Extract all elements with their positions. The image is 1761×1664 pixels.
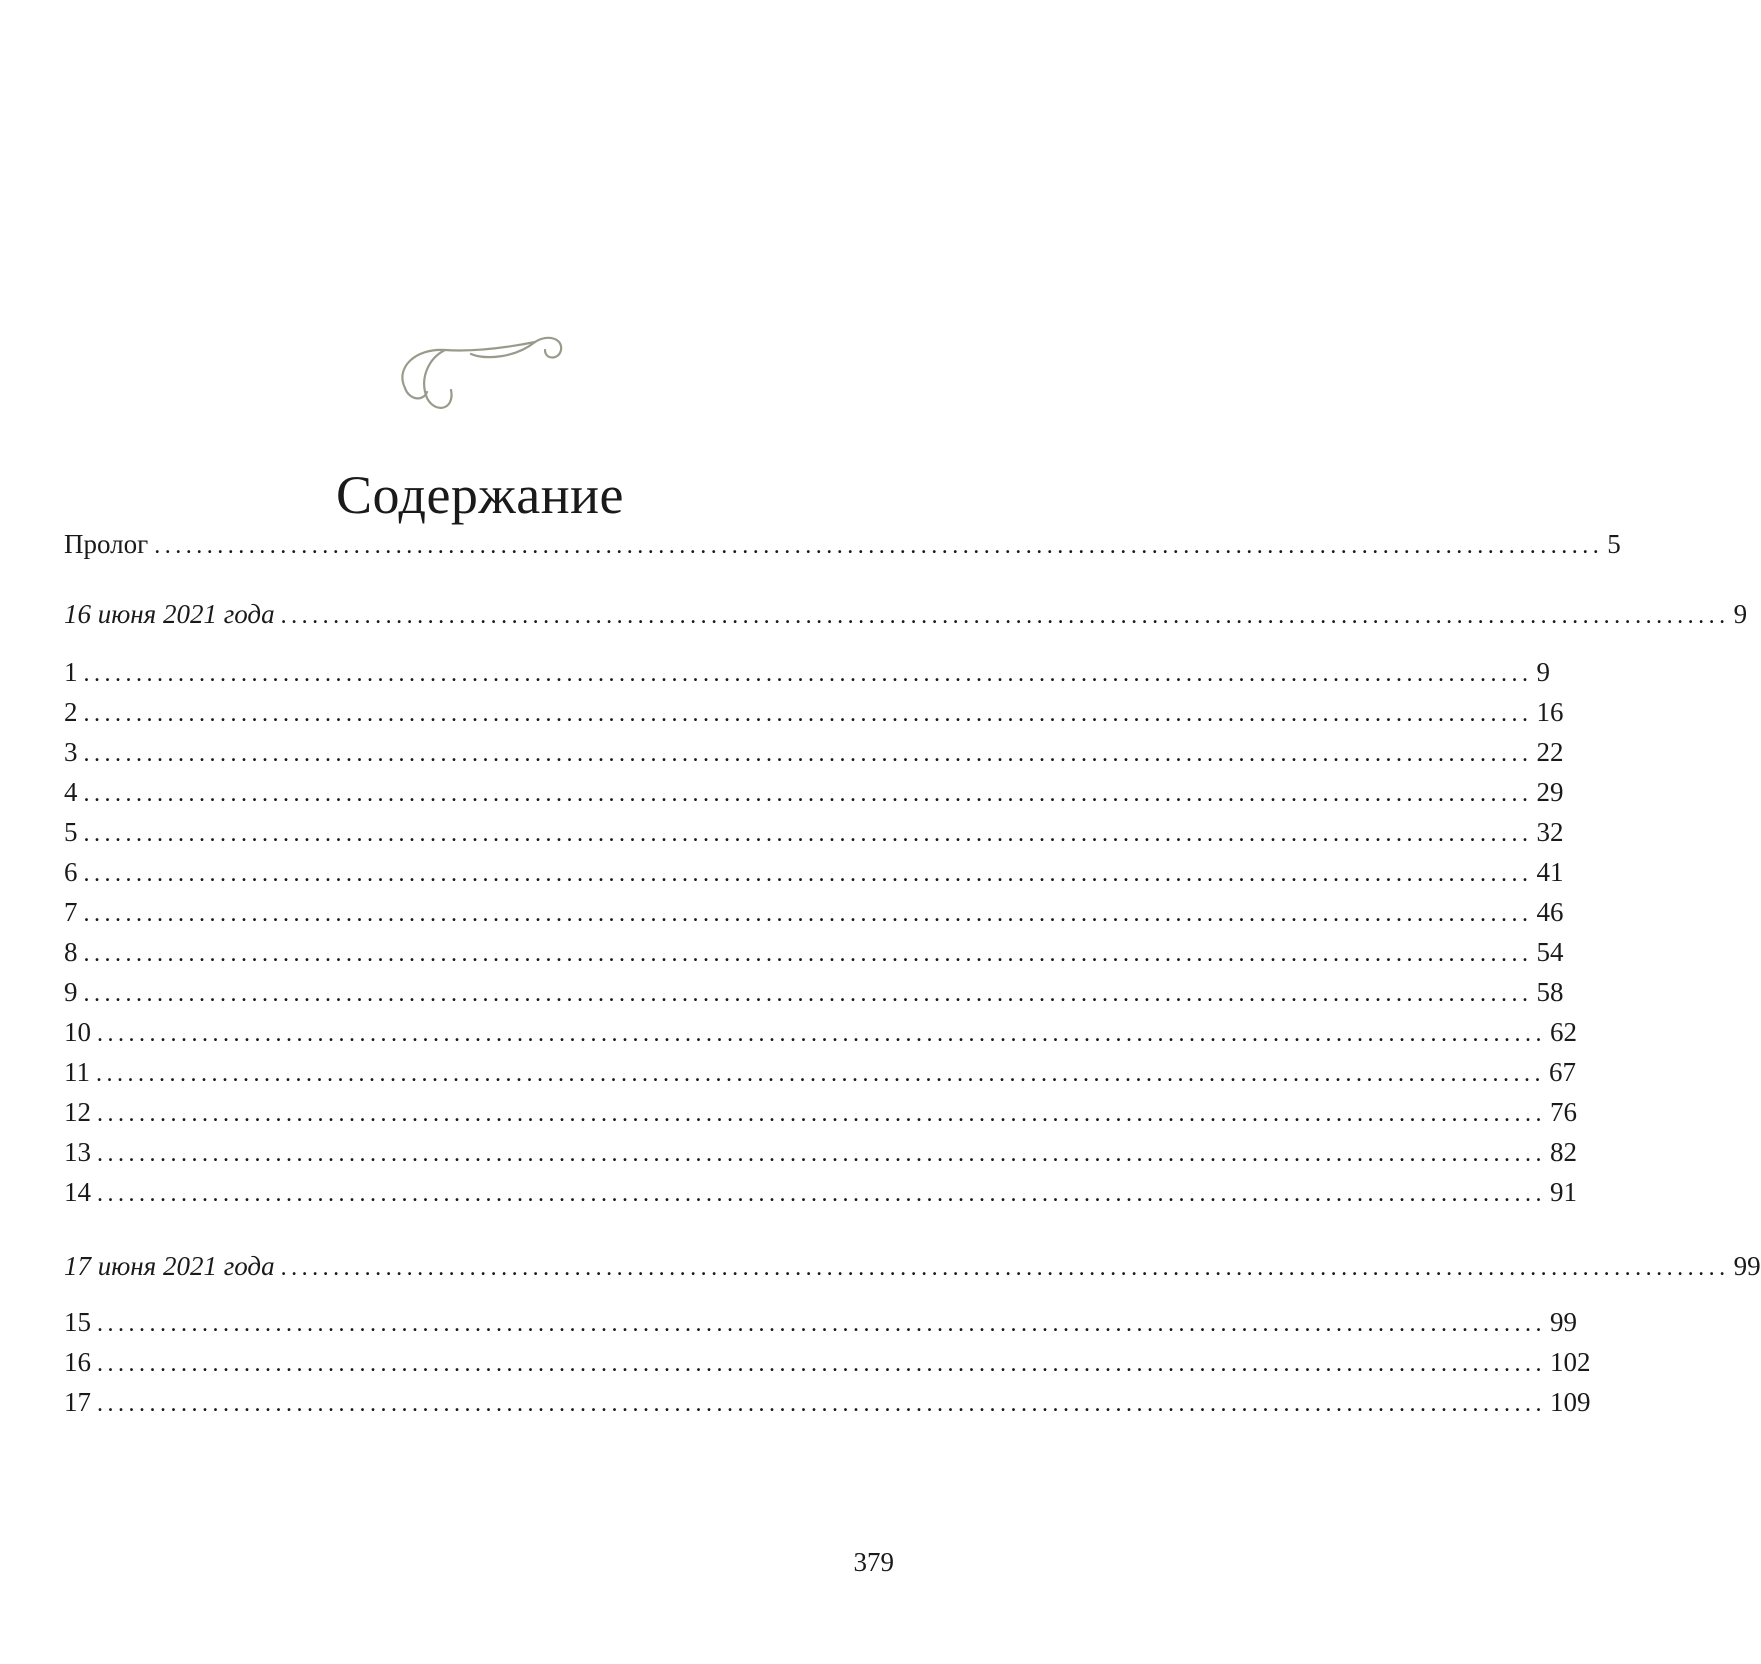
page-title: Содержание <box>336 465 624 525</box>
toc-label: 7 <box>64 897 78 927</box>
toc-row-chapter[interactable] <box>64 812 1564 852</box>
toc-page-number: 82 <box>1550 1137 1577 1167</box>
toc-row-chapter[interactable] <box>64 892 1564 932</box>
dot-leader: .......................................................................................................................................... <box>96 1061 1545 1087</box>
toc-page-number: 9 <box>1733 599 1748 629</box>
dot-leader: .......................................................................................................................................... <box>97 1391 1546 1417</box>
dot-leader: .......................................................................................................................................... <box>83 781 1533 807</box>
toc-row-chapter[interactable] <box>64 772 1564 812</box>
dot-leader: .......................................................................................................................................... <box>97 1351 1546 1377</box>
toc-row-chapter[interactable] <box>64 972 1564 1012</box>
toc-row-chapter[interactable] <box>64 652 1550 692</box>
toc-label: 15 <box>64 1307 91 1337</box>
toc-page-number: 67 <box>1549 1057 1576 1087</box>
toc-row-part-heading[interactable] <box>64 1246 1761 1286</box>
toc-row-chapter[interactable] <box>64 732 1564 772</box>
page-number: 379 <box>853 1547 894 1577</box>
toc-page-number: 58 <box>1536 977 1564 1007</box>
toc-page-number: 46 <box>1536 897 1564 927</box>
toc-row-chapter[interactable] <box>64 1012 1577 1052</box>
toc-page-number: 16 <box>1536 697 1564 727</box>
toc-label: 2 <box>64 697 78 727</box>
toc-row-chapter[interactable] <box>64 1302 1577 1342</box>
dot-leader: .......................................................................................................................................... <box>97 1021 1546 1047</box>
toc-label: 16 июня 2021 года <box>64 599 275 629</box>
toc-label: 6 <box>64 857 78 887</box>
toc-row-chapter[interactable] <box>64 1382 1591 1422</box>
toc-label: 10 <box>64 1017 91 1047</box>
dot-leader: .......................................................................................................................................... <box>83 941 1533 967</box>
dot-leader: .......................................................................................................................................... <box>97 1141 1546 1167</box>
toc-label: 5 <box>64 817 78 847</box>
dot-leader: .......................................................................................................................................... <box>280 1255 1730 1281</box>
toc-page-number: 76 <box>1550 1097 1577 1127</box>
toc-page-number: 62 <box>1550 1017 1577 1047</box>
toc-label: 14 <box>64 1177 91 1207</box>
dot-leader: .......................................................................................................................................... <box>83 821 1533 847</box>
toc-row-prologue[interactable] <box>64 524 1621 564</box>
dot-leader: .......................................................................................................................................... <box>280 603 1730 629</box>
dot-leader: .......................................................................................................................................... <box>97 1101 1546 1127</box>
flourish-ornament-icon <box>385 328 570 418</box>
toc-page-number: 5 <box>1607 529 1621 559</box>
toc-page-number: 41 <box>1536 857 1564 887</box>
dot-leader: .......................................................................................................................................... <box>83 861 1533 887</box>
dot-leader: .......................................................................................................................................... <box>83 741 1533 767</box>
toc-row-chapter[interactable] <box>64 1092 1577 1132</box>
toc-page-number: 91 <box>1550 1177 1577 1207</box>
toc-label: 9 <box>64 977 78 1007</box>
toc-page-number: 99 <box>1733 1251 1761 1281</box>
toc-page-number: 32 <box>1536 817 1564 847</box>
toc-label: 1 <box>64 657 78 687</box>
toc-page-number: 22 <box>1536 737 1564 767</box>
toc-label: 13 <box>64 1137 91 1167</box>
toc-label: 17 июня 2021 года <box>64 1251 275 1281</box>
toc-row-chapter[interactable] <box>64 1172 1577 1212</box>
dot-leader: .......................................................................................................................................... <box>97 1181 1546 1207</box>
dot-leader: .......................................................................................................................................... <box>83 701 1533 727</box>
toc-page-number: 102 <box>1550 1347 1591 1377</box>
toc-label: 11 <box>64 1057 90 1087</box>
toc-page-number: 9 <box>1536 657 1550 687</box>
toc-label: 4 <box>64 777 78 807</box>
dot-leader: .......................................................................................................................................... <box>83 901 1533 927</box>
toc-label: 12 <box>64 1097 91 1127</box>
toc-row-chapter[interactable] <box>64 932 1564 972</box>
toc-row-chapter[interactable] <box>64 1132 1577 1172</box>
dot-leader: .......................................................................................................................................... <box>83 981 1533 1007</box>
dot-leader: .......................................................................................................................................... <box>97 1311 1546 1337</box>
toc-label: 16 <box>64 1347 91 1377</box>
toc-label: 3 <box>64 737 78 767</box>
toc-row-chapter[interactable] <box>64 852 1564 892</box>
toc-row-chapter[interactable] <box>64 1342 1591 1382</box>
toc-row-part-heading[interactable] <box>64 594 1748 634</box>
toc-page-number: 54 <box>1536 937 1564 967</box>
toc-label: 8 <box>64 937 78 967</box>
toc-label: Пролог <box>64 529 149 559</box>
dot-leader: .......................................................................................................................................... <box>154 533 1604 559</box>
toc-label: 17 <box>64 1387 91 1417</box>
toc-page-number: 29 <box>1536 777 1564 807</box>
toc-page-number: 99 <box>1550 1307 1577 1337</box>
dot-leader: .......................................................................................................................................... <box>83 661 1533 687</box>
toc-row-chapter[interactable] <box>64 692 1564 732</box>
toc-page-number: 109 <box>1550 1387 1591 1417</box>
toc-row-chapter[interactable] <box>64 1052 1576 1092</box>
